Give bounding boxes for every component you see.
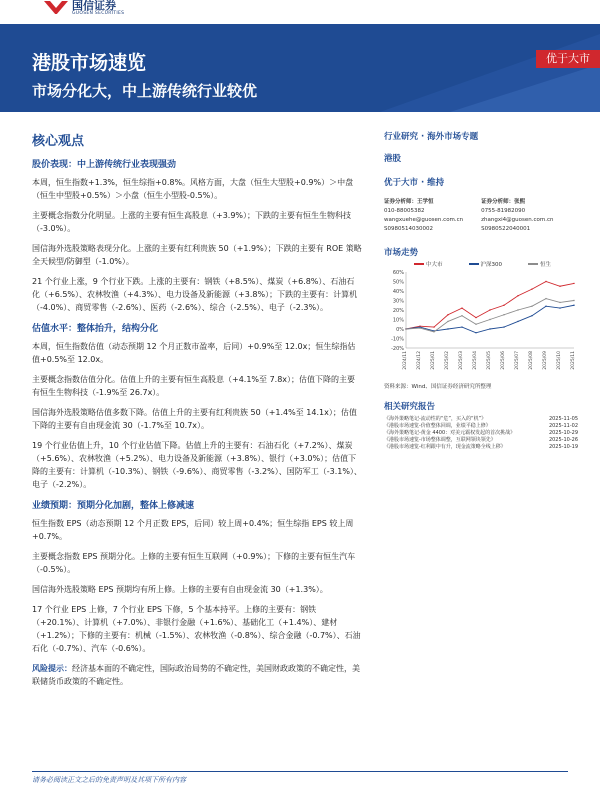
series-point [573, 283, 574, 284]
series-point [447, 314, 448, 315]
title-banner [0, 24, 600, 112]
y-tick-label: 10% [392, 317, 404, 324]
analyst-name: 证券分析师：王学恒 [384, 199, 434, 205]
x-tick-label: 2025/03 [459, 351, 464, 370]
logo-mark-icon [44, 0, 68, 14]
legend-label: 中大市 [426, 262, 443, 268]
legend-item [469, 260, 503, 268]
y-tick-label: 0% [396, 327, 404, 333]
market-trend-chart [384, 268, 578, 376]
analyst-card [481, 198, 553, 234]
series-point [447, 328, 448, 329]
series-point [433, 326, 434, 327]
x-tick-label: 2025/06 [501, 351, 506, 370]
section-earnings [32, 498, 362, 655]
paragraph: 本周，恒生指数估值（动态预期 12 个月正数市盈率，后同）+0.9%至 12.0x；恒生综指估值+0.5%至 12.0x。 [32, 342, 356, 364]
rating-badge: 优于大市 [536, 50, 600, 68]
series-point [475, 317, 476, 318]
report-subtitle: 市场分化大，中上游传统行业较优 [32, 82, 258, 100]
series-point [503, 305, 504, 306]
series-point [545, 281, 546, 282]
paragraph: 国信海外选股策略表现分化。上涨的主要有红利贵族 50（+1.9%）；下跌的主要有 ROE 策略全天候型/防御型（-1.0%）。 [32, 244, 362, 266]
paragraph: 17 个行业 EPS 上修，7 个行业 EPS 下修，5 个基本持平。上修的主要有：钢铁（+20.1%）、计算机（+7.0%）、非银行金融（+1.6%）、基础化工（+1.4%）、建材（+1.2%）；下修的主要有：机械（-1.5%）、农林牧渔（-0.8%）、综合金融（-0.7%）、石油石化（-0.7%）、汽车（-0.6%）。 [32, 605, 361, 653]
y-tick-label: -10% [391, 336, 404, 343]
series-point [545, 306, 546, 307]
series-point [461, 326, 462, 327]
chart-source: 资料来源：Wind、国信证券经济研究所整理 [384, 384, 492, 390]
series-point [517, 309, 518, 310]
section-heading: 估值水平：整体抬升，结构分化 [32, 324, 159, 334]
section-heading: 股价表现：中上游传统行业表现强劲 [32, 160, 177, 170]
series-point [545, 298, 546, 299]
paragraph: 21 个行业上涨，9 个行业下跌。上涨的主要有：钢铁（+8.5%）、煤炭（+6.8%）、石油石化（+6.5%）、农林牧渔（+4.3%）、电力设备及新能源（+3.8%）；下跌的主要有：计算机（-4.0%）、商贸零售（-2.6%）、医药（-2.6%）、综合（-2.5%）、电子（-2.3%）。 [32, 277, 358, 312]
y-tick-label: -20% [391, 346, 404, 352]
legend-label: 沪深300 [480, 262, 503, 268]
logo-name-en: GUOSEN SECURITIES [72, 11, 125, 16]
series-point [531, 306, 532, 307]
related-report[interactable] [384, 444, 578, 451]
x-tick-label: 2025/04 [473, 351, 478, 370]
section-heading: 业绩预期：预期分化加剧，整体上修减速 [32, 501, 195, 511]
paragraph: 主要概念指数 EPS 预期分化。上修的主要有恒生互联网（+0.9%）；下修的主要有恒生汽车（-0.5%）。 [32, 552, 356, 574]
analyst-license: S0980514030002 [384, 226, 433, 232]
paragraph: 19 个行业估值上升，10 个行业估值下降。估值上升的主要有：石油石化（+7.2%）、煤炭（+5.6%）、农林牧渔（+5.2%）、电力设备及新能源（+3.8%）、银行（+3.0%）；估值下降的主要有：计算机（-10.3%）、钢铁（-9.6%）、商贸零售（-3.2%）、国防军工（-3.1%）、电子（-2.2%）。 [32, 441, 362, 489]
paragraph: 本周，恒生指数+1.3%，恒生综指+0.8%。风格方面，大盘（恒生大型股+0.9%）＞中盘（恒生中型股+0.5%）＞小盘（恒生小型股-0.5%）。 [32, 178, 354, 200]
related-title: 相关研究报告 [384, 402, 436, 412]
series-point [573, 305, 574, 306]
risk-warning [32, 662, 362, 688]
series-point [433, 331, 434, 332]
paragraph: 主要概念指数分化明显。上涨的主要有恒生高股息（+3.9%）；下跌的主要有恒生生物科技（-3.0%）。 [32, 211, 352, 233]
footer-disclaimer: 请务必阅读正文之后的免责声明及其项下所有内容 [32, 776, 186, 784]
chart-legend [414, 260, 578, 268]
series-point [461, 307, 462, 308]
x-tick-label: 2025/10 [557, 351, 562, 370]
series-point [559, 302, 560, 303]
y-tick-label: 20% [392, 308, 404, 314]
series-point [559, 307, 560, 308]
series-point [489, 328, 490, 329]
logo-name-cn: 国信证券 [72, 0, 116, 12]
related-report-date: 2025-11-05 [548, 416, 578, 422]
series-point [419, 327, 420, 328]
x-tick-label: 2025/09 [543, 351, 548, 370]
related-report-date: 2025-10-19 [548, 444, 578, 450]
related-report-date: 2025-10-26 [548, 437, 578, 443]
paragraph: 恒生指数 EPS（动态预期 12 个月正数 EPS，后同）较上周+0.4%；恒生综指 EPS 较上周+0.7%。 [32, 519, 354, 541]
related-report-title[interactable]: 《港股市场速览-价值整体回调，业绩平稳上修》 [384, 423, 491, 429]
related-report[interactable] [384, 437, 578, 444]
trend-title: 市场走势 [384, 248, 419, 258]
legend-item [528, 260, 551, 268]
report-market: 港股 [384, 154, 402, 164]
related-report-title[interactable]: 《海外策略笔记-流动性的“危”，买入的“机”》 [384, 416, 487, 422]
footer-divider [32, 771, 568, 772]
series-line [406, 282, 574, 330]
legend-item [414, 260, 443, 268]
x-tick-label: 2025/07 [515, 351, 520, 370]
legend-swatch [469, 263, 479, 265]
y-tick-label: 60% [392, 270, 404, 276]
related-report[interactable] [384, 423, 578, 430]
series-point [475, 324, 476, 325]
series-point [503, 314, 504, 315]
series-point [573, 300, 574, 301]
x-tick-label: 2024/12 [417, 351, 422, 370]
section-valuation [32, 321, 362, 491]
legend-swatch [414, 263, 424, 265]
series-point [531, 315, 532, 316]
series-point [489, 319, 490, 320]
analyst-license: S0980522040001 [481, 226, 531, 232]
legend-swatch [528, 263, 538, 265]
analyst-list [384, 198, 578, 234]
analyst-phone: 0755-81982090 [481, 208, 526, 214]
related-report-title[interactable]: 《港股市场速览-红利跟中有升，现金流策略全线上移》 [384, 444, 506, 450]
risk-label: 风险提示： [32, 664, 72, 673]
related-report-title[interactable]: 《港股市场速览-市场整体调整，互联网领块领先》 [384, 437, 496, 443]
x-tick-label: 2024/11 [403, 351, 408, 370]
related-report-title[interactable]: 《海外策略笔记-黄金 4400：对美元霸权发起的首次挑战》 [384, 430, 516, 436]
series-point [503, 326, 504, 327]
series-point [405, 328, 406, 329]
series-point [531, 288, 532, 289]
y-tick-label: 50% [392, 279, 404, 286]
x-tick-label: 2025/05 [487, 351, 492, 370]
legend-label: 恒生 [540, 262, 552, 268]
company-logo [44, 0, 124, 18]
core-view-title: 核心观点 [32, 134, 85, 149]
x-tick-label: 2025/02 [445, 351, 450, 370]
report-category: 行业研究 · 海外市场专题 [384, 132, 479, 142]
series-point [447, 321, 448, 322]
section-price [32, 157, 362, 314]
x-tick-label: 2025/11 [571, 351, 576, 370]
paragraph: 国信海外选股策略 EPS 预期均有所上修。上修的主要有自由现金流 30（+1.3%）。 [32, 585, 328, 594]
related-report-date: 2025-11-02 [548, 423, 578, 429]
series-point [517, 295, 518, 296]
analyst-email[interactable]: wangxuehe@guosen.com.cn [384, 217, 464, 223]
analyst-phone: 010-88005382 [384, 208, 425, 214]
paragraph: 国信海外选股策略估值多数下降。估值上升的主要有红利贵族 50（+1.4%至 14.1x）；估值下降的主要有自由现金流 30（-1.7%至 10.7x）。 [32, 408, 357, 430]
y-tick-label: 30% [392, 298, 404, 305]
analyst-card [384, 198, 463, 234]
analyst-name: 证券分析师：张熙 [481, 199, 526, 205]
related-report[interactable] [384, 416, 578, 423]
risk-text: 经济基本面的不确定性，国际政治局势的不确定性，美国财政政策的不确定性，美联储货币政策的不确定性。 [32, 664, 360, 686]
series-point [517, 321, 518, 322]
related-report[interactable] [384, 430, 578, 437]
x-tick-label: 2025/08 [529, 351, 534, 370]
series-point [461, 315, 462, 316]
related-report-date: 2025-10-29 [548, 430, 578, 436]
y-tick-label: 40% [392, 289, 404, 295]
series-point [489, 309, 490, 310]
related-list [384, 416, 578, 451]
x-tick-label: 2025/01 [431, 351, 436, 370]
analyst-email[interactable]: zhangxi4@guosen.com.cn [481, 217, 554, 223]
report-title: 港股市场速览 [32, 52, 147, 74]
paragraph: 主要概念指数估值分化。估值上升的主要有恒生高股息（+4.1%至 7.8x）；估值下降的主要有恒生生物科技（-1.9%至 26.7x）。 [32, 375, 356, 397]
main-column [32, 130, 362, 688]
sidebar [384, 130, 578, 451]
series-point [475, 332, 476, 333]
series-point [559, 286, 560, 287]
investment-rating: 优于大市 · 维持 [384, 178, 445, 188]
